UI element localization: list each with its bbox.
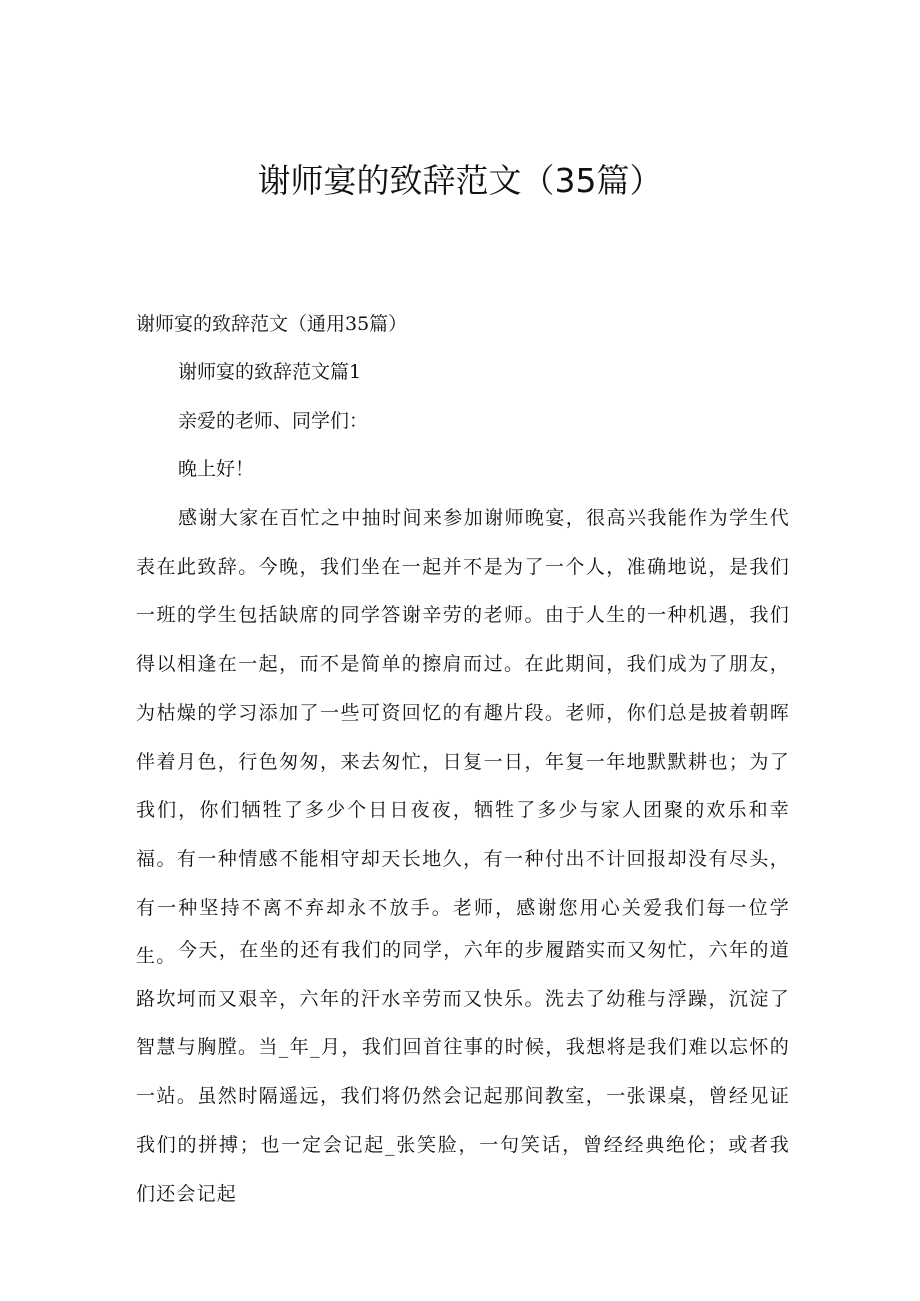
document-title: 谢师宴的致辞范文（35篇） (257, 161, 663, 200)
salutation: 亲爱的老师、同学们： (178, 410, 369, 432)
document-subtitle: 谢师宴的致辞范文（通用35篇） (136, 313, 408, 335)
body-paragraph: 今天，在坐的还有我们的同学，六年的步履踏实而又匆忙，六年的道路坎坷而又艰辛，六年的汗水辛劳而又快乐。洗去了幼稚与浮躁，沉淀了智慧与胸膛。当_年_月，我们回首往事的时候，我想将是我们难以忘怀的一站。虽然时隔遥远，我们将仍然会记起那间教室，一张课桌，曾经见证我们的拼搏；也一定会记起_张笑脸，一句笑话，曾经经典绝伦；或者我们还会记起 (136, 939, 790, 1205)
section-heading: 谢师宴的致辞范文篇1 (178, 361, 362, 383)
body-paragraph: 感谢大家在百忙之中抽时间来参加谢师晚宴，很高兴我能作为学生代表在此致辞。今晚，我们坐在一起并不是为了一个人，准确地说，是我们一班的学生包括缺席的同学答谢辛劳的老师。由于人生的一种机遇，我们得以相逢在一起，而不是简单的擦肩而过。在此期间，我们成为了朋友，为枯燥的学习添加了一些可资回忆的有趣片段。老师，你们总是披着朝晖伴着月色，行色匆匆，来去匆忙，日复一日，年复一年地默默耕也；为了我们，你们牺牲了多少个日日夜夜，牺牲了多少与家人团聚的欢乐和幸福。有一种情感不能相守却天长地久，有一种付出不计回报却没有尽头，有一种坚持不离不弃却永不放手。老师，感谢您用心关爱我们每一位学生。 (136, 507, 790, 968)
greeting-line: 晚上好！ (178, 458, 255, 480)
